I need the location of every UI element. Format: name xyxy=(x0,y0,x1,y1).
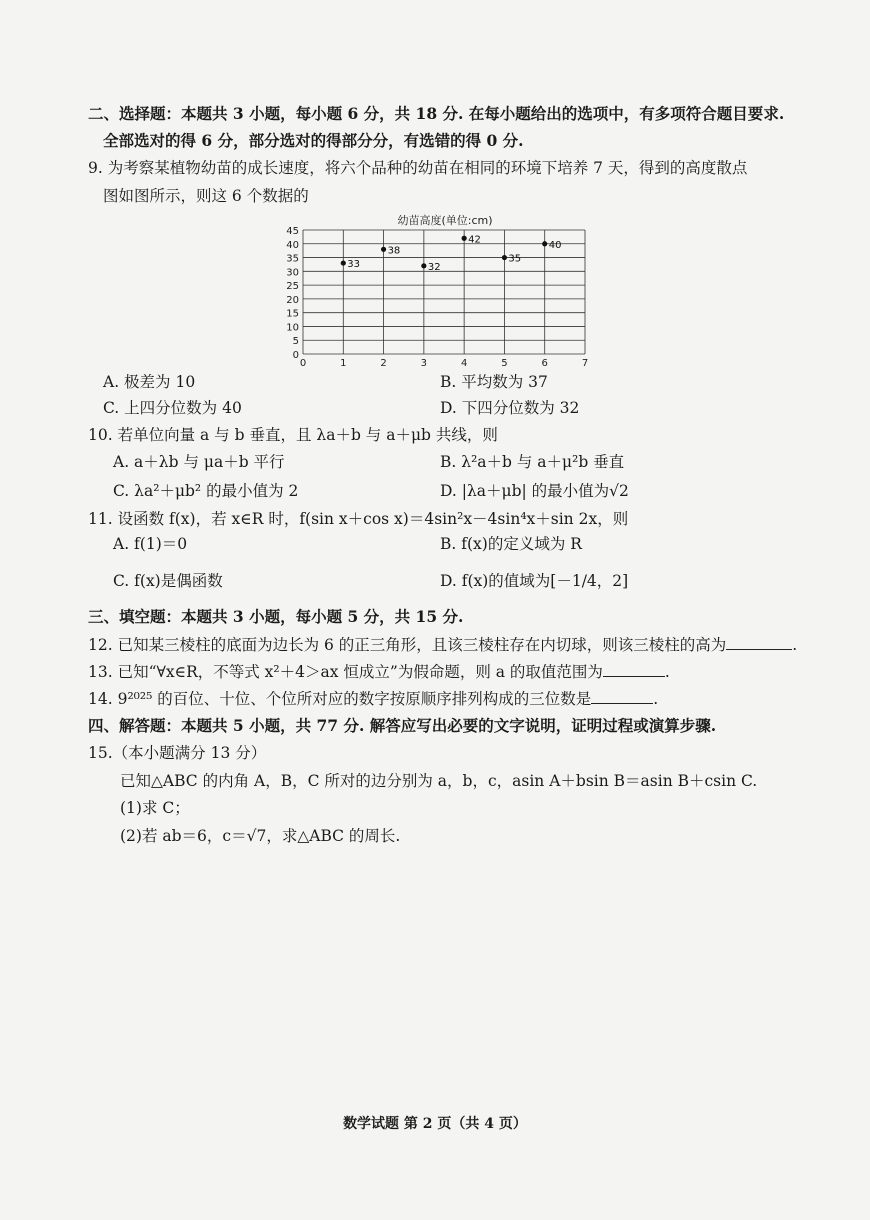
data-point xyxy=(542,241,547,246)
data-point-label: 42 xyxy=(468,234,481,246)
data-point-label: 32 xyxy=(427,261,441,273)
data-point xyxy=(462,236,467,241)
q11-option-b: B. f(x)的定义域为 R xyxy=(440,535,582,553)
x-tick-label: 7 xyxy=(581,358,589,369)
q10-option-d: D. |λa＋μb| 的最小值为√2 xyxy=(440,482,629,500)
data-point-label: 33 xyxy=(347,259,361,271)
q13-stem: 13. 已知“∀x∈R，不等式 x²＋4＞ax 恒成立”为假命题，则 a 的取值范围为 xyxy=(88,663,603,681)
q10-option-b: B. λ²a＋b 与 a＋μ²b 垂直 xyxy=(440,453,625,471)
section2-scoring-rule: 全部选对的得 6 分，部分选对的得部分分，有选错的得 0 分. xyxy=(103,131,524,150)
q9-option-b: B. 平均数为 37 xyxy=(440,373,548,391)
x-tick-label: 6 xyxy=(541,358,548,369)
q9-option-c: C. 上四分位数为 40 xyxy=(103,399,242,417)
q12-answer-blank[interactable] xyxy=(726,635,792,650)
section2-title: 二、选择题：本题共 3 小题，每小题 6 分，共 18 分. 在每小题给出的选项中，有多项符合题目要求. xyxy=(88,104,785,123)
q9-stem-line1: 9. 为考察某植物幼苗的成长速度，将六个品种的幼苗在相同的环境下培养 7 天，得到的高度散点 xyxy=(88,159,748,177)
q13-answer-blank[interactable] xyxy=(603,662,665,677)
q15-part1: (1)求 C； xyxy=(120,799,190,817)
q10-option-c: C. λa²＋μb² 的最小值为 2 xyxy=(113,482,299,500)
x-tick-label: 0 xyxy=(299,358,307,369)
q13-text: 13. 已知“∀x∈R，不等式 x²＋4＞ax 恒成立”为假命题，则 a 的取值范围为 . xyxy=(88,663,670,681)
q12-stem: 12. 已知某三棱柱的底面为边长为 6 的正三角形，且该三棱柱存在内切球，则该三棱柱的高为 xyxy=(88,636,727,654)
q12-text: 12. 已知某三棱柱的底面为边长为 6 的正三角形，且该三棱柱存在内切球，则该三棱柱的高为 . xyxy=(88,636,798,654)
q15-header: 15.（本小题满分 13 分） xyxy=(88,744,267,762)
x-tick-label: 3 xyxy=(420,358,428,369)
y-tick-label: 5 xyxy=(292,336,299,348)
q9-stem-line2: 图如图所示，则这 6 个数据的 xyxy=(103,187,309,205)
data-point-label: 40 xyxy=(548,239,562,251)
section3-title: 三、填空题：本题共 3 小题，每小题 5 分，共 15 分. xyxy=(88,607,464,626)
data-point xyxy=(381,247,386,252)
q15-stem: 已知△ABC 的内角 A，B，C 所对的边分别为 a，b，c，asin A＋bsin B＝asin B＋csin C. xyxy=(120,772,758,790)
q9-option-a: A. 极差为 10 xyxy=(103,373,196,391)
data-point-label: 38 xyxy=(387,245,401,257)
q11-option-d: D. f(x)的值域为[－1/4，2] xyxy=(440,572,629,590)
x-tick-label: 5 xyxy=(501,358,508,369)
q14-stem: 14. 9²⁰²⁵ 的百位、十位、个位所对应的数字按原顺序排列构成的三位数是 xyxy=(88,690,592,708)
section4-title: 四、解答题：本题共 5 小题，共 77 分. 解答应写出必要的文字说明，证明过程或演算步骤. xyxy=(88,716,717,735)
y-tick-label: 20 xyxy=(286,294,299,306)
x-tick-label: 1 xyxy=(340,358,347,369)
chart-title: 幼苗高度(单位:cm) xyxy=(397,214,493,227)
q10-stem: 10. 若单位向量 a 与 b 垂直，且 λa＋b 与 a＋μb 共线，则 xyxy=(88,426,498,444)
y-tick-label: 30 xyxy=(286,267,299,279)
q11-stem: 11. 设函数 f(x)，若 x∈R 时，f(sin x＋cos x)＝4sin²x－4sin⁴x＋sin 2x，则 xyxy=(88,510,629,528)
y-tick-label: 25 xyxy=(286,281,299,293)
q9-option-d: D. 下四分位数为 32 xyxy=(440,399,580,417)
y-tick-label: 0 xyxy=(292,350,299,361)
q15-part2: (2)若 ab＝6，c＝√7，求△ABC 的周长. xyxy=(120,827,401,845)
q10-option-a: A. a＋λb 与 μa＋b 平行 xyxy=(113,453,285,471)
x-tick-label: 4 xyxy=(460,358,468,369)
data-point xyxy=(502,255,507,260)
q14-text: 14. 9²⁰²⁵ 的百位、十位、个位所对应的数字按原顺序排列构成的三位数是 . xyxy=(88,690,659,708)
data-point-label: 35 xyxy=(508,253,522,265)
page-footer: 数学试题 第 2 页（共 4 页） xyxy=(343,1116,527,1132)
q11-option-a: A. f(1)＝0 xyxy=(113,535,188,553)
y-tick-label: 35 xyxy=(286,253,299,265)
y-tick-label: 40 xyxy=(286,239,299,251)
y-tick-label: 10 xyxy=(286,322,299,334)
q14-answer-blank[interactable] xyxy=(591,689,653,704)
x-tick-label: 2 xyxy=(380,358,387,369)
y-tick-label: 45 xyxy=(286,226,299,237)
data-point xyxy=(421,263,426,268)
q11-option-c: C. f(x)是偶函数 xyxy=(113,572,223,590)
y-tick-label: 15 xyxy=(286,308,299,320)
data-point xyxy=(341,260,346,265)
